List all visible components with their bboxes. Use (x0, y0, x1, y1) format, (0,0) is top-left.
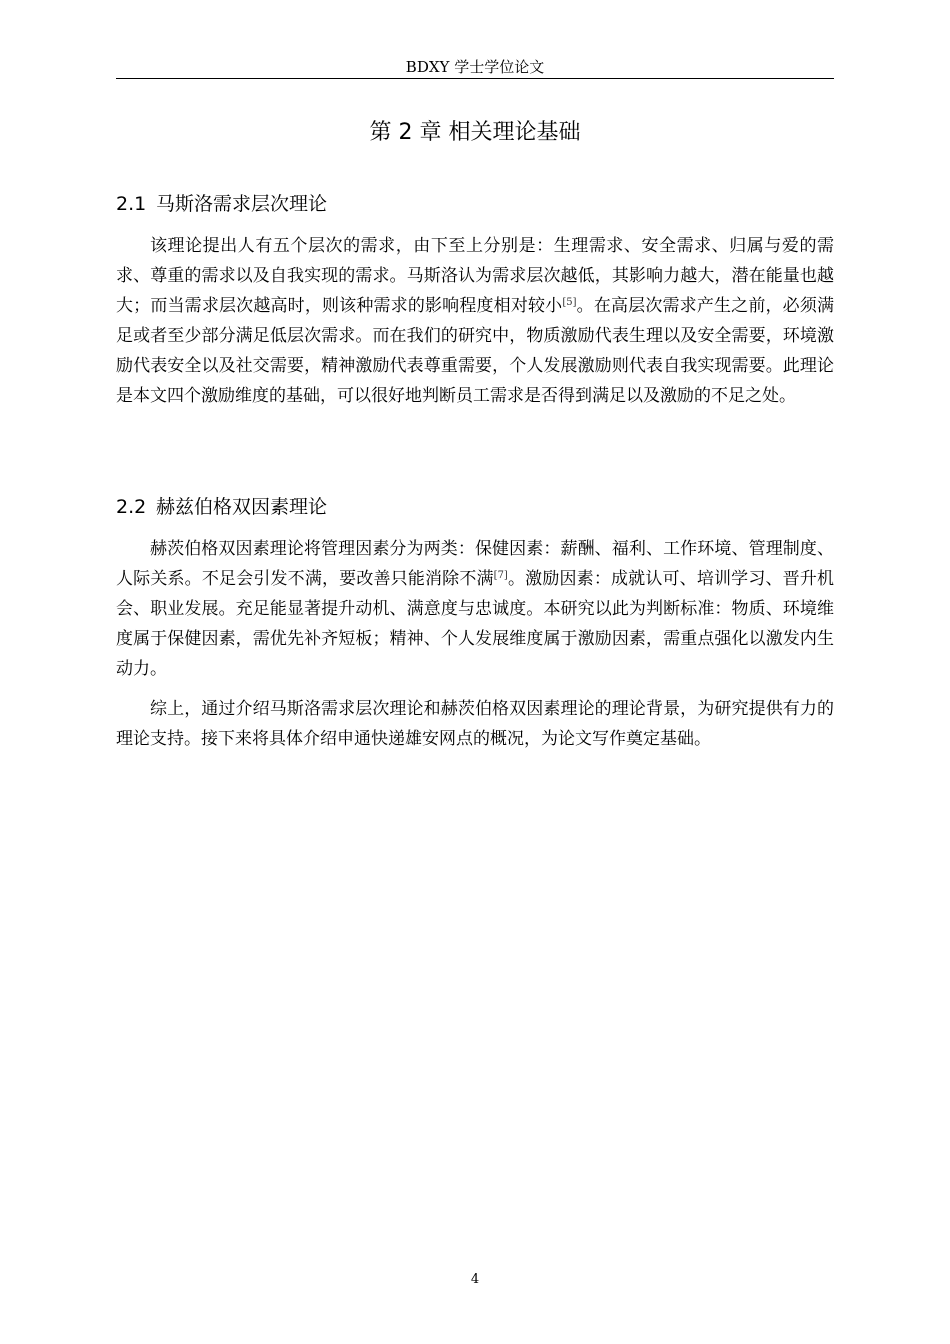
body-paragraph (116, 534, 834, 684)
running-header (116, 58, 834, 79)
chapter-title: 第 2 章 相关理论基础 (369, 120, 581, 145)
header-title: BDXY 学士学位论文 (405, 58, 545, 76)
section-title: 赫兹伯格双因素理论 (156, 496, 328, 518)
paragraph-text: 。在高层次需求产生之前，必须满足或者至少部分满足低层次需求。而在我们的研究中，物质激励代表生理以及安全需要，环境激励代表安全以及社交需要，精神激励代表尊重需要，个人发展激励则代表自我实现需要。此理论是本文四个激励维度的基础，可以很好地判断员工需求是否得到满足以及激励的不足之处。 (116, 296, 835, 406)
section-title: 马斯洛需求层次理论 (156, 193, 328, 215)
body-paragraph (116, 231, 834, 411)
section-heading-2-1 (116, 191, 834, 217)
citation-reference: [7] (493, 570, 508, 581)
citation-reference: [5] (562, 297, 577, 308)
section-heading-2-2 (116, 494, 834, 520)
page-number: 4 (470, 1272, 480, 1287)
section-number: 2.1 (116, 193, 147, 215)
body-paragraph: 综上，通过介绍马斯洛需求层次理论和赫茨伯格双因素理论的理论背景，为研究提供有力的理论支持。接下来将具体介绍申通快递雄安网点的概况，为论文写作奠定基础。 (116, 699, 834, 749)
paragraph-text: 。激励因素：成就认可、培训学习、晋升机会、职业发展。充足能显著提升动机、满意度与忠诚度。本研究以此为判断标准：物质、环境维度属于保健因素，需优先补齐短板；精神、个人发展维度属于激励因素，需重点强化以激发内生动力。 (116, 569, 835, 679)
section-number: 2.2 (116, 496, 147, 518)
paragraph-text: 该理论提出人有五个层次的需求，由下至上分别是：生理需求、安全需求、归属与爱的需求、尊重的需求以及自我实现的需求。马斯洛认为需求层次越低，其影响力越大，潜在能量也越大；而当需求层次越高时，则该种需求的影响程度相对较小 (116, 236, 834, 316)
paragraph-text: 赫茨伯格双因素理论将管理因素分为两类：保健因素：薪酬、福利、工作环境、管理制度、人际关系。不足会引发不满，要改善只能消除不满 (116, 539, 834, 589)
